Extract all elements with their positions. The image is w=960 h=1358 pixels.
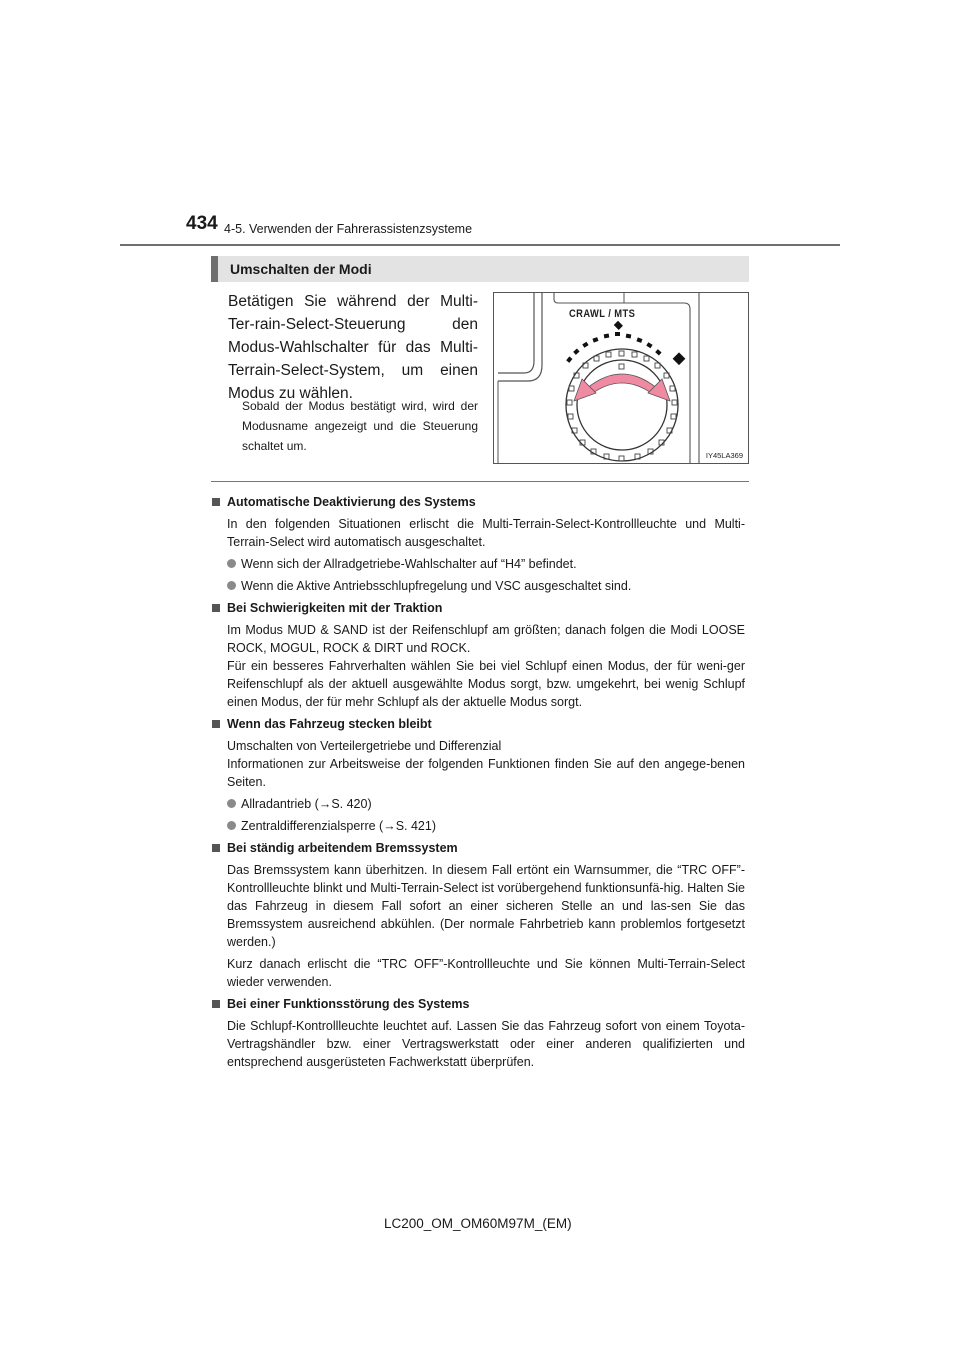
section-title: Umschalten der Modi [211, 256, 749, 282]
page-number: 434 [186, 213, 218, 234]
list-item: Wenn sich der Allradgetriebe-Wahlschalter auf “H4” befindet. [211, 555, 745, 573]
block-heading: Bei Schwierigkeiten mit der Traktion [211, 599, 745, 617]
chapter-title: 4-5. Verwenden der Fahrerassistenzsysteme [224, 222, 473, 236]
section-divider [211, 481, 749, 482]
list-item: Zentraldifferenzialsperre (→S. 421) [211, 817, 745, 835]
block-paragraph: In den folgenden Situationen erlischt die Multi-Terrain-Select-Kontrollleuchte und Multi-Terrain-Select wird automatisch ausgeschaltet. [227, 517, 745, 549]
block-heading: Bei ständig arbeitendem Bremssystem [211, 839, 745, 857]
block-heading: Bei einer Funktionsstörung des Systems [211, 995, 745, 1013]
header-rule [120, 244, 840, 246]
intro-note: Sobald der Modus bestätigt wird, wird der Modusname angezeigt und die Steuerung schaltet um. [242, 399, 478, 453]
block-heading: Wenn das Fahrzeug stecken bleibt [211, 715, 745, 733]
figure-label: CRAWL / MTS [569, 308, 636, 320]
block-paragraph: Das Bremssystem kann überhitzen. In diesem Fall ertönt ein Warnsummer, die “TRC OFF”-Kontrollleuchte blinkt und Multi-Terrain-Select ist vorübergehend funktionsunfä-hig. Halten Sie das Fahrzeug in diesem Fall sofort an einer sicheren Stelle an und las-sen Sie das Bremssystem ausreichend abkühlen. (Der normale Fahrbetrieb kann problemlos fortgesetzt werden.) [227, 863, 745, 949]
figure-code: IY45LA369 [705, 451, 743, 460]
block-paragraph: Umschalten von Verteilergetriebe und Differenzial [227, 739, 502, 753]
block-paragraph: Die Schlupf-Kontrollleuchte leuchtet auf. Lassen Sie das Fahrzeug sofort von einem Toyota-Vertragshändler bzw. einer Vertragswerkstatt oder einer anderen qualifizierten und entsprechend ausgerüsteten Fachwerkstatt überprüfen. [227, 1019, 745, 1069]
block-paragraph: Im Modus MUD & SAND ist der Reifenschlupf am größten; danach folgen die Modi LOOSE ROCK, MOGUL, ROCK & DIRT und ROCK. [227, 623, 745, 655]
info-blocks [211, 489, 745, 1071]
block-paragraph: Informationen zur Arbeitsweise der folgenden Funktionen finden Sie auf den angege-benen Seiten. [227, 757, 745, 789]
mode-switch-figure [493, 292, 749, 464]
block-paragraph: Für ein besseres Fahrverhalten wählen Sie bei viel Schlupf einen Modus, der für weni-ger Reifenschlupf als der aktuell ausgewählte Modus sorgt, bzw. umgekehrt, bei wenig Schlupf einen Modus, der für mehr Schlupf als der aktuelle Modus sorgt. [227, 659, 745, 709]
list-item: Allradantrieb (→S. 420) [211, 795, 745, 813]
block-paragraph: Kurz danach erlischt die “TRC OFF”-Kontrollleuchte und Sie können Multi-Terrain-Select wieder verwenden. [227, 957, 745, 989]
intro-text: Betätigen Sie während der Multi-Ter-rain-Select-Steuerung den Modus-Wahlschalter für das Multi-Terrain-Select-System, um einen Modus zu wählen. [228, 293, 478, 402]
block-heading: Automatische Deaktivierung des Systems [211, 493, 745, 511]
list-item: Wenn die Aktive Antriebsschlupfregelung und VSC ausgeschaltet sind. [211, 577, 745, 595]
footer-model-code: LC200_OM_OM60M97M_(EM) [384, 1216, 572, 1231]
